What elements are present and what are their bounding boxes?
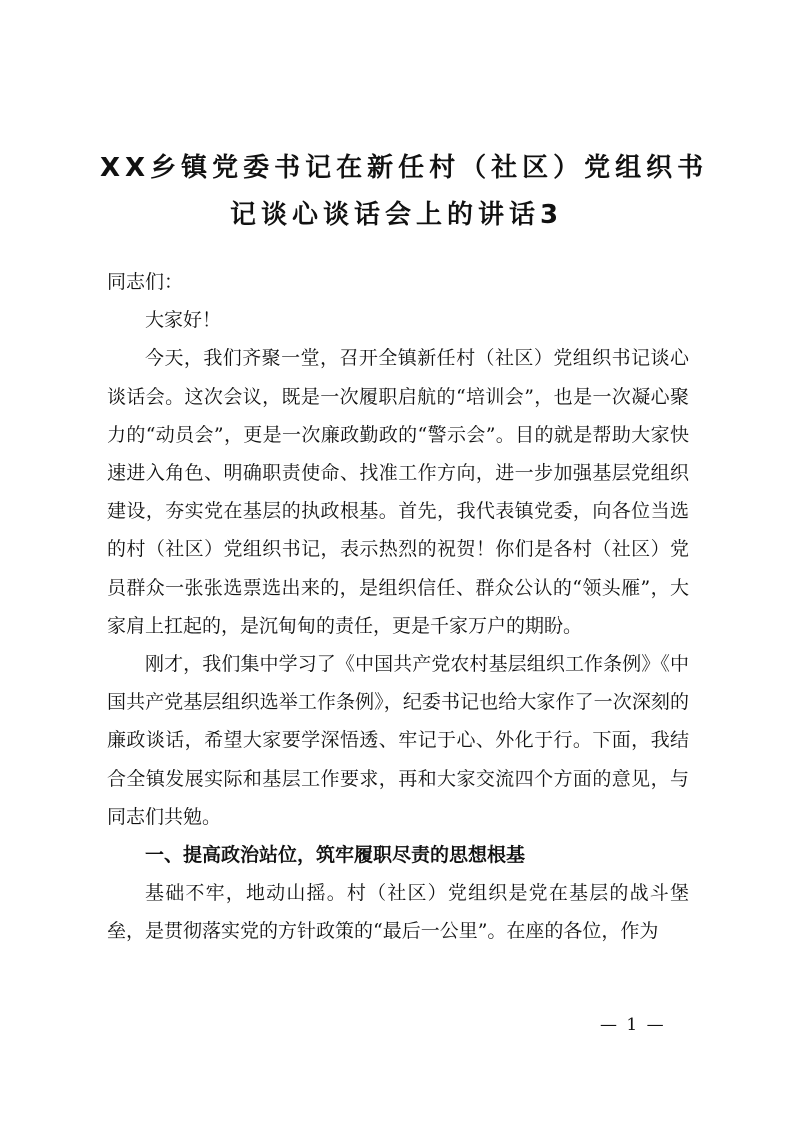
body-paragraph: 今天，我们齐聚一堂，召开全镇新任村（社区）党组织书记谈心谈话会。这次会议，既是一次履职启航的“培训会”，也是一次凝心聚力的“动员会”，更是一次廉政勤政的“警示会”。目的就是帮助大家快速进入角色、明确职责使命、找准工作方向，进一步加强基层党组织建设，夯实党在基层的执政根基。首先，我代表镇党委，向各位当选的村（社区）党组织书记，表示热烈的祝贺！你们是各村（社区）党员群众一张张选票选出来的，是组织信任、群众公认的“领头雁”，大家肩上扛起的，是沉甸甸的责任，更是千家万户的期盼。 bbox=[107, 347, 689, 637]
document-title-line-1: XX乡镇党委书记在新任村（社区）党组织书 bbox=[100, 153, 709, 183]
document-body bbox=[107, 263, 689, 951]
body-paragraph: 刚才，我们集中学习了《中国共产党农村基层组织工作条例》《中国共产党基层组织选举工作条例》，纪委书记也给大家作了一次深刻的廉政谈话，希望大家要学深悟透、牢记于心、外化于行。下面，我结合全镇发展实际和基层工作要求，再和大家交流四个方面的意见，与同志们共勉。 bbox=[107, 653, 689, 828]
page-number: — 1 — bbox=[600, 1015, 666, 1035]
body-paragraph: 基础不牢，地动山摇。村（社区）党组织是党在基层的战斗堡垒，是贯彻落实党的方针政策的“最后一公里”。在座的各位，作为 bbox=[107, 882, 689, 943]
greeting-paragraph: 大家好！ bbox=[145, 309, 222, 332]
salutation: 同志们： bbox=[107, 271, 184, 293]
document-title-line-2: 记谈心谈话会上的讲话3 bbox=[229, 200, 564, 230]
section-heading: 一、提高政治站位，筑牢履职尽责的思想根基 bbox=[145, 844, 526, 867]
